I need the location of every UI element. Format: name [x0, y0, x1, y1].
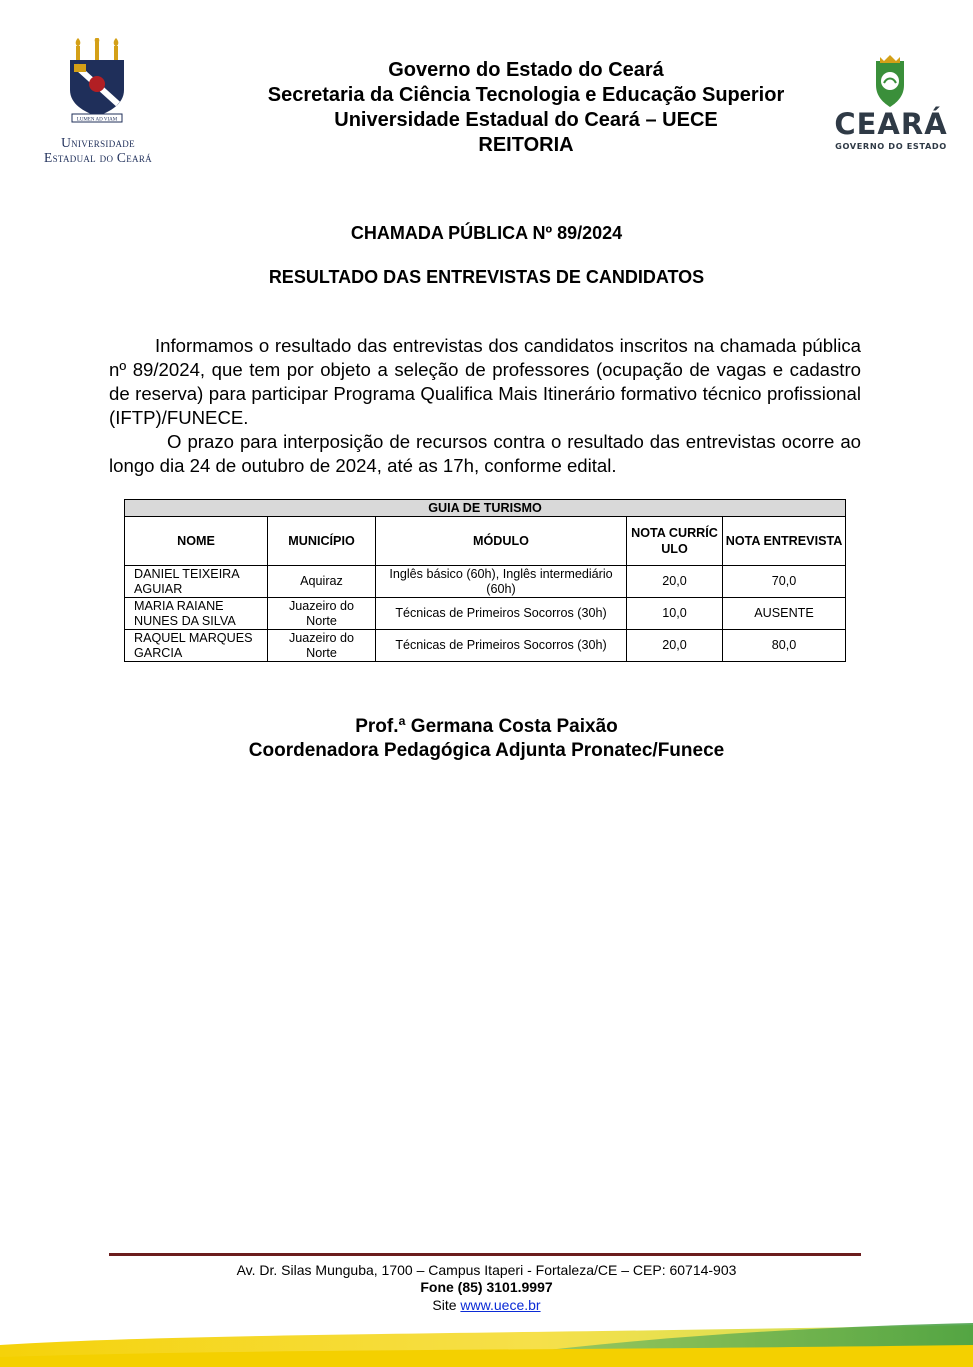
column-header-municipio: MUNICÍPIO [268, 517, 376, 566]
footer-site-label: Site [432, 1297, 461, 1313]
column-header-nota-entrevista: NOTA ENTREVISTA [723, 517, 846, 566]
cell-nome: MARIA RAIANE NUNES DA SILVA [125, 598, 268, 630]
svg-text:LUMEN AD VIAM: LUMEN AD VIAM [76, 117, 118, 123]
results-table [124, 499, 846, 662]
footer-divider [109, 1253, 861, 1256]
cell-nota-entrevista: AUSENTE [723, 598, 846, 630]
uece-name-line1: Universidade [61, 135, 135, 150]
cell-nota-entrevista: 80,0 [723, 630, 846, 662]
ceara-wordmark: CEARÁ [834, 107, 948, 141]
paragraph-intro: Informamos o resultado das entrevistas dos candidatos inscritos na chamada pública nº 89/2024, que tem por objeto a seleção de professores (ocupação de vagas e cadastro de reserva) para participar Programa Qualifica Mais Itinerário formativo técnico profissional (IFTP)/FUNECE. [109, 335, 861, 428]
header-line-secretariat: Secretaria da Ciência Tecnologia e Educação Superior [267, 84, 785, 106]
table-caption: GUIA DE TURISMO [125, 500, 846, 517]
document-subtitle: RESULTADO DAS ENTREVISTAS DE CANDIDATOS [268, 267, 705, 287]
footer-phone: Fone (85) 3101.9997 [420, 1279, 553, 1295]
cell-municipio: Juazeiro do Norte [268, 630, 376, 662]
cell-municipio: Aquiraz [268, 566, 376, 598]
cell-municipio: Juazeiro do Norte [268, 598, 376, 630]
paragraph-deadline: O prazo para interposição de recursos contra o resultado das entrevistas ocorre ao longo dia 24 de outubro de 2024, até as 17h, conforme edital. [109, 431, 861, 476]
ceara-subtitle: GOVERNO DO ESTADO [835, 141, 947, 151]
cell-modulo: Técnicas de Primeiros Socorros (30h) [376, 630, 627, 662]
cell-nome: DANIEL TEIXEIRA AGUIAR [125, 566, 268, 598]
uece-logo [20, 38, 176, 168]
header-line-university: Universidade Estadual do Ceará – UECE [334, 109, 718, 131]
cell-nota-curriculo: 10,0 [627, 598, 723, 630]
ceara-shield-icon [870, 55, 910, 109]
uece-name-line2: Estadual do Ceará [44, 150, 152, 165]
header-line-reitoria: REITORIA [478, 134, 574, 156]
signature-name: Prof.ª Germana Costa Paixão [355, 716, 618, 737]
cell-nome: RAQUEL MARQUES GARCIA [125, 630, 268, 662]
cell-nota-curriculo: 20,0 [627, 566, 723, 598]
cell-nota-entrevista: 70,0 [723, 566, 846, 598]
table-row [125, 630, 846, 662]
column-header-modulo: MÓDULO [376, 517, 627, 566]
document-title: CHAMADA PÚBLICA Nº 89/2024 [350, 223, 623, 243]
table-row [125, 566, 846, 598]
cell-modulo: Técnicas de Primeiros Socorros (30h) [376, 598, 627, 630]
cell-modulo: Inglês básico (60h), Inglês intermediário (60h) [376, 566, 627, 598]
footer-wave-decoration [0, 1305, 973, 1367]
uece-crest-icon [66, 38, 128, 124]
footer-address: Av. Dr. Silas Munguba, 1700 – Campus Itaperi - Fortaleza/CE – CEP: 60714-903 [236, 1262, 737, 1278]
signature-role: Coordenadora Pedagógica Adjunta Pronatec/Funece [248, 740, 725, 761]
footer-site-link[interactable]: www.uece.br [460, 1297, 541, 1313]
cell-nota-curriculo: 20,0 [627, 630, 723, 662]
header-line-government: Governo do Estado do Ceará [388, 59, 664, 81]
column-header-nome: NOME [125, 517, 268, 566]
column-header-nota-curriculo: NOTA CURRÍCULO [627, 517, 723, 566]
table-row [125, 598, 846, 630]
